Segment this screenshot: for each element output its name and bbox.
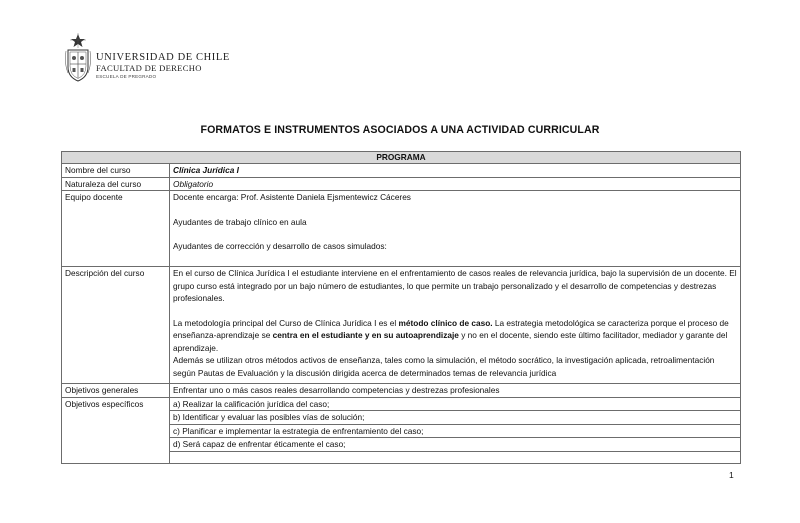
program-table [61, 151, 741, 464]
table-row [62, 397, 741, 463]
description-paragraph-3: Además se utilizan otros métodos activos de enseñanza, tales como la simulación, el método socrático, la investigación aplicada, retroalimentación según Pautas de Evaluación y la discusión dirigida acerca de determinados temas de relevancia jurídica [173, 355, 715, 378]
clinical-method-emphasis: método clínico de caso. [398, 317, 493, 328]
specific-objectives-value [170, 397, 741, 463]
course-description-label: Descripción del curso [62, 267, 170, 384]
team-lead: Docente encarga: Prof. Asistente Daniela Ejsmentewicz Cáceres [173, 192, 411, 202]
team-assistants-cases: Ayudantes de corrección y desarrollo de casos simulados: [173, 241, 387, 251]
course-nature-value: Obligatorio [170, 177, 741, 191]
program-heading: PROGRAMA [62, 152, 741, 164]
university-crest-icon [64, 33, 92, 83]
description-paragraph-1: En el curso de Clínica Jurídica I el estudiante interviene en el enfrentamiento de casos reales de relevancia jurídica, bajo la supervisión de un docente. El grupo curso está integrado por un bajo número de estudiantes, lo que permite un trabajo personalizado y el desarrollo de competencias y destrezas profesionales. [173, 268, 737, 303]
description-paragraph-2: La metodología principal del Curso de Clínica Jurídica I es el método clínico de caso. La estrategia metodológica se caracteriza porque el proceso de enseñanza-aprendizaje se centra en el estudiante y en su autoaprendizaje y no en el docente, siendo este último facilitador, mediador y garante del aprendizaje. [173, 317, 729, 353]
student-centered-emphasis: centra en el estudiante y en su autoaprendizaje [272, 330, 459, 340]
course-name-label: Nombre del curso [62, 164, 170, 178]
course-nature-label: Naturaleza del curso [62, 177, 170, 191]
document-title: FORMATOS E INSTRUMENTOS ASOCIADOS A UNA ACTIVIDAD CURRICULAR [200, 124, 600, 136]
table-row [62, 191, 741, 267]
university-name: UNIVERSIDAD DE CHILE [96, 52, 230, 63]
table-row [62, 267, 741, 384]
table-row [62, 384, 741, 398]
course-name-value: Clínica Jurídica I [170, 164, 741, 178]
team-assistants-class: Ayudantes de trabajo clínico en aula [173, 216, 307, 227]
teaching-team-label: Equipo docente [62, 191, 170, 267]
teaching-team-value [170, 191, 741, 267]
school-name: ESCUELA DE PREGRADO [96, 74, 157, 79]
table-row [62, 164, 741, 178]
specific-objectives-label: Objetivos específicos [62, 397, 170, 463]
course-description-value [170, 267, 741, 384]
specific-objective-item: b) Identificar y evaluar las posibles vías de solución; [170, 411, 740, 425]
page-number: 1 [729, 470, 734, 480]
general-objectives-value: Enfrentar uno o más casos reales desarrollando competencias y destrezas profesionales [170, 384, 741, 398]
faculty-name: FACULTAD DE DERECHO [96, 63, 202, 73]
general-objectives-label: Objetivos generales [62, 384, 170, 398]
university-logo [64, 33, 230, 83]
specific-objective-item: a) Realizar la calificación jurídica del caso; [170, 398, 740, 412]
program-header-row [62, 152, 741, 164]
specific-objective-item: d) Será capaz de enfrentar éticamente el caso; [170, 438, 740, 452]
specific-objective-item: c) Planificar e implementar la estrategia de enfrentamiento del caso; [170, 425, 740, 439]
table-row [62, 177, 741, 191]
